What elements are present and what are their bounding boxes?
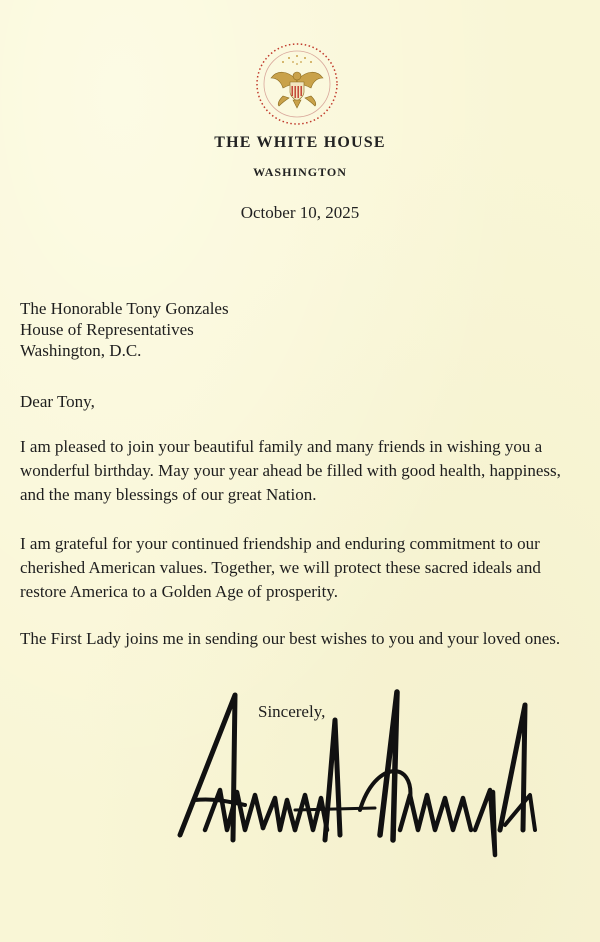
body-paragraph: I am pleased to join your beautiful family and many friends in wishing you a wonderful birthday. May your year ahead be filled with good health, happiness, and the many blessings of our great Nation. [20,437,561,504]
closing: Sincerely, [258,702,326,721]
letterhead-title: THE WHITE HOUSE [214,134,386,151]
handwritten-signature-icon [175,680,545,870]
recipient-office: House of Representatives [20,320,194,339]
salutation: Dear Tony, [20,392,95,411]
recipient-name: The Honorable Tony Gonzales [20,299,229,318]
body-paragraph: The First Lady joins me in sending our best wishes to you and your loved ones. [20,629,561,648]
letterhead-city: WASHINGTON [253,165,347,179]
letter-date: October 10, 2025 [240,203,360,222]
body-paragraph: I am grateful for your continued friendship and enduring commitment to our cherished American values. Together, we will protect these sacred ideals and restore America to a Golden Age of prosperity. [20,534,541,601]
presidential-seal-icon [253,40,341,128]
recipient-address [20,298,229,361]
recipient-city: Washington, D.C. [20,341,142,360]
